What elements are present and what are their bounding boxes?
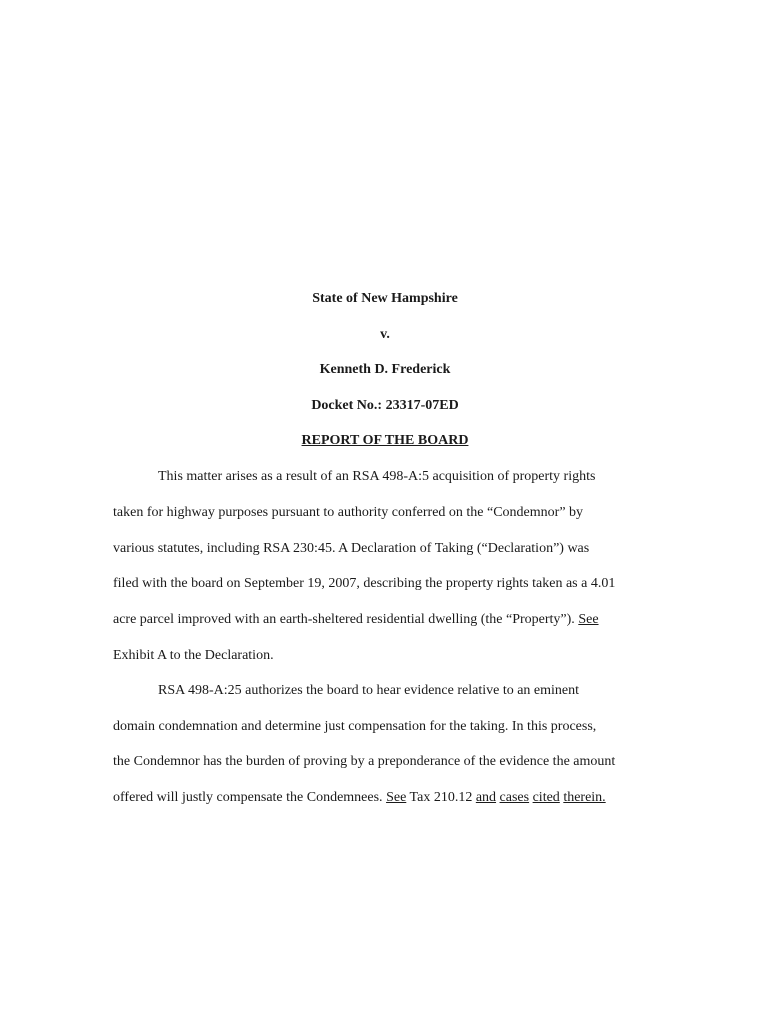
see-reference: See — [578, 612, 599, 627]
paragraph2-line1: RSA 498-A:25 authorizes the board to hear evidence relative to an eminent — [158, 683, 580, 698]
paragraph1-line2: taken for highway purposes pursuant to authority conferred on the “Condemnor” by — [113, 505, 584, 520]
report-title: REPORT OF THE BOARD — [301, 433, 469, 448]
paragraph1-line3: various statutes, including RSA 230:45. A Declaration of Taking (“Declaration”) was — [113, 541, 590, 556]
caption-defendant: Kenneth D. Frederick — [319, 362, 451, 377]
paragraph2-line4 — [113, 789, 673, 807]
paragraph2-line2: domain condemnation and determine just compensation for the taking. In this process, — [113, 719, 597, 734]
paragraph1-line1: This matter arises as a result of an RSA 498-A:5 acquisition of property rights — [158, 469, 596, 484]
cited-word: cited — [532, 790, 560, 805]
paragraph1-line6: Exhibit A to the Declaration. — [113, 648, 274, 663]
see-reference: See — [386, 790, 407, 805]
paragraph1-line4: filed with the board on September 19, 2007, describing the property rights taken as a 4.01 — [113, 576, 616, 591]
paragraph2-line3: the Condemnor has the burden of proving by a preponderance of the evidence the amount — [113, 754, 616, 769]
caption-versus: v. — [380, 327, 390, 342]
paragraph1-line5 — [113, 611, 673, 629]
cases-word: cases — [499, 790, 530, 805]
paragraph1-line5-text: acre parcel improved with an earth-sheltered residential dwelling (the “Property”). — [113, 612, 579, 627]
and-word: and — [475, 790, 497, 805]
caption-docket: Docket No.: 23317-07ED — [311, 398, 459, 413]
caption-plaintiff: State of New Hampshire — [312, 291, 458, 306]
therein-word: therein. — [563, 790, 606, 805]
tax-citation: Tax 210.12 — [406, 790, 476, 805]
paragraph2-line4-text: offered will justly compensate the Condemnees. — [113, 790, 387, 805]
